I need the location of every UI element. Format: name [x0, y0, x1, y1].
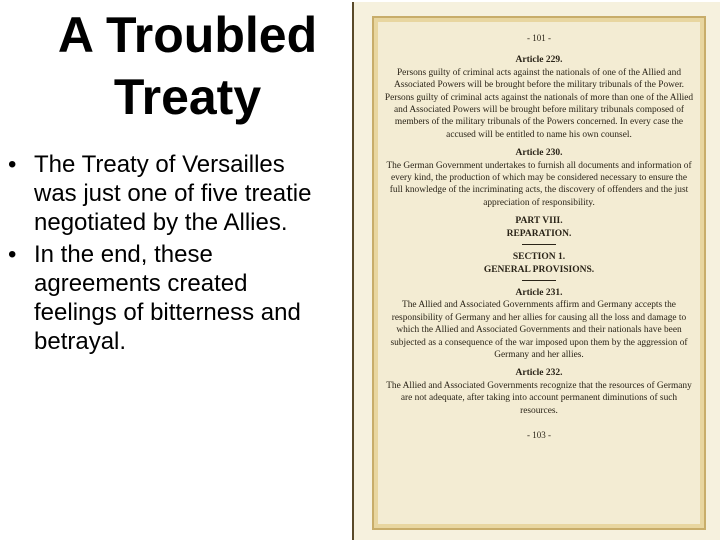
bullet-line: agreements created	[34, 270, 248, 297]
divider	[522, 244, 556, 245]
page-number-top: - 101 -	[527, 33, 551, 43]
bullet-line: feelings of bitterness and	[34, 299, 301, 326]
document-text	[384, 32, 694, 441]
article-heading: Article 229.	[515, 55, 563, 66]
page-number-bottom: - 103 -	[527, 429, 551, 440]
bullet-item	[8, 240, 363, 356]
section-title: GENERAL PROVISIONS.	[483, 264, 595, 275]
part-heading: PART VIII.	[515, 216, 563, 227]
treaty-document-image	[352, 2, 720, 540]
bullet-icon: •	[8, 151, 17, 178]
bullet-line: was just one of five treatie	[34, 180, 312, 207]
article-heading: Article 230.	[515, 148, 563, 159]
title-line-1: A Troubled	[57, 7, 318, 63]
part-title: REPARATION.	[506, 228, 572, 239]
bullet-line: The Treaty of Versailles	[34, 151, 285, 178]
article-heading: Article 231.	[515, 287, 563, 298]
bullet-line: betrayal.	[34, 328, 127, 355]
bullet-item	[8, 150, 363, 237]
bullet-line: negotiated by the Allies.	[34, 209, 288, 236]
article-text: The Allied and Associated Governments recognize that the resources of Germany are not adequate, after taking into account permanent diminutions of such resources.	[386, 380, 692, 416]
bullet-line: In the end, these	[34, 241, 213, 268]
article-text: The German Government undertakes to furnish all documents and information of every kind, the production of which may be considered necessary to ensure the full knowledge of the incriminating acts, the discovery of offenders and the just appreciation of responsibility.	[386, 160, 692, 208]
article-text: The Allied and Associated Governments affirm and Germany accepts the responsibility of Germany and her allies for causing all the loss and damage to which the Allied and Associated Governments and their nationals have been subjected as a consequence of the war imposed upon them by the aggression of Germany and her allies.	[390, 300, 688, 360]
article-heading: Article 232.	[515, 368, 563, 379]
title-line-2: Treaty	[113, 69, 262, 125]
divider	[522, 280, 556, 281]
slide-title	[0, 4, 375, 128]
bullet-icon: •	[8, 241, 17, 268]
section-heading: SECTION 1.	[512, 252, 566, 263]
article-text: Persons guilty of criminal acts against the nationals of one of the Allied and Associated Powers will be brought before the military tribunals of the Power. Persons guilty of criminal acts against the nationals of more than one of the Allied and Associated Powers will be brought before military tribunals composed of members of the military tribunals of the Powers concerned. In every case the accused will be entitled to name his own counsel.	[384, 67, 694, 140]
bullet-list	[8, 150, 363, 359]
